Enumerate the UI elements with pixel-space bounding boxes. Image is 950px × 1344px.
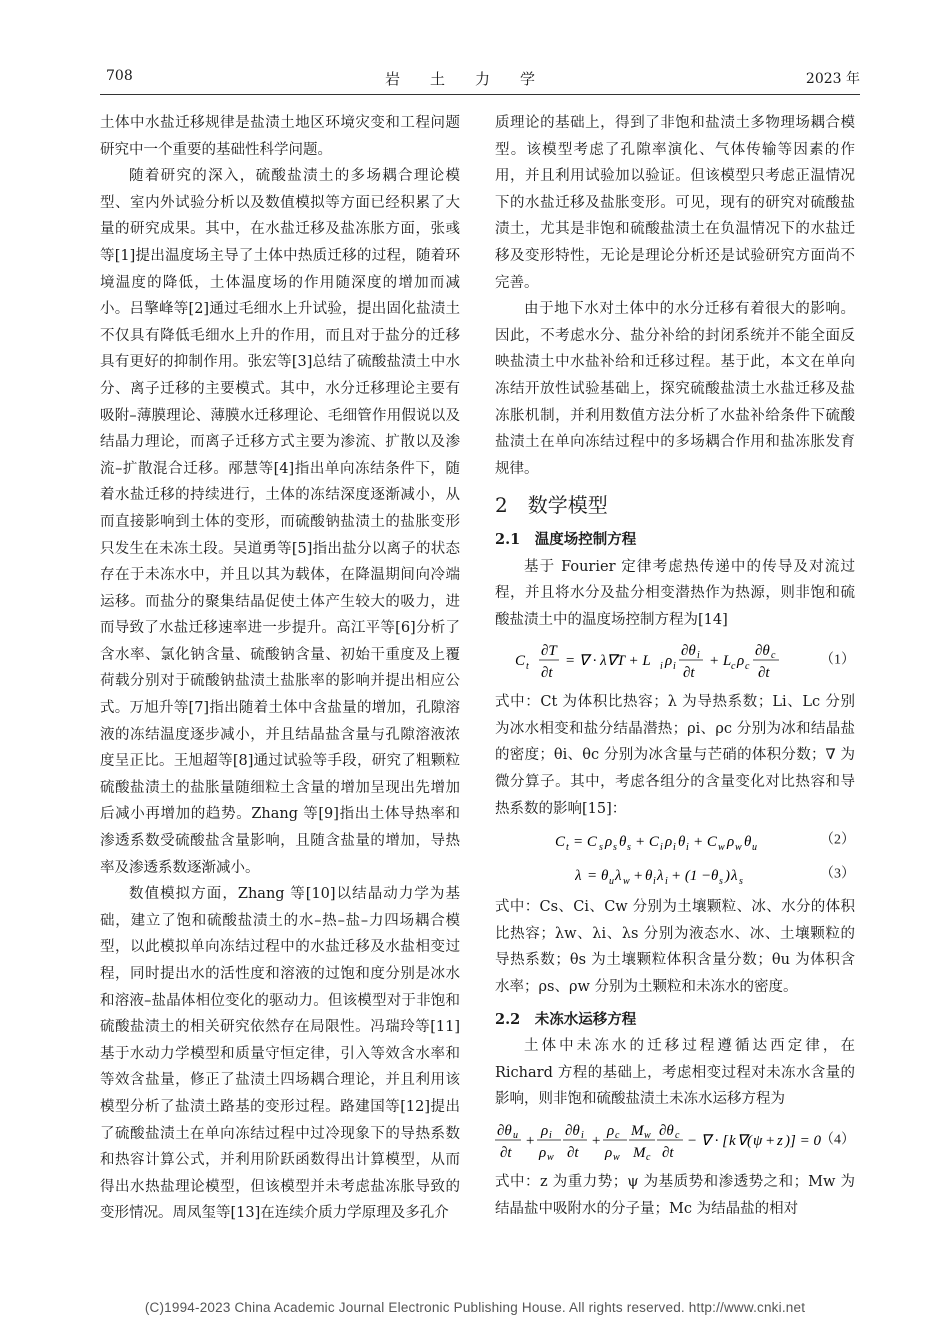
copyright-footer: (C)1994-2023 China Academic Journal Electronic Publishing House. All rights reserved. http://www.cnki.net bbox=[144, 1300, 806, 1315]
svg-text:i: i bbox=[686, 842, 689, 854]
svg-text:t: t bbox=[526, 661, 529, 673]
svg-text:i: i bbox=[660, 661, 663, 673]
svg-text:θ: θ bbox=[601, 868, 609, 885]
svg-text:∂θ: ∂θ bbox=[681, 643, 696, 660]
svg-text:∂t: ∂t bbox=[500, 1145, 512, 1161]
left-column bbox=[100, 110, 460, 1227]
svg-text:λ: λ bbox=[657, 868, 664, 885]
svg-text:u: u bbox=[513, 1130, 518, 1141]
svg-text:ρ: ρ bbox=[737, 653, 745, 670]
svg-text:+ L: + L bbox=[709, 653, 732, 670]
svg-text:ρ: ρ bbox=[665, 653, 673, 670]
svg-text:w: w bbox=[547, 1152, 554, 1163]
svg-text:∂θ: ∂θ bbox=[497, 1123, 512, 1139]
paragraph: 数值模拟方面，Zhang 等[10]以结晶动力学为基础，建立了饱和硫酸盐渍土的水–热–盐–力四场耦合模型，以此模拟单向冻结过程中的水盐迁移及水盐相变过程，同时提出水的活性度和溶液的过饱和度分别是冰水和溶液–盐晶体相位变化的驱动力。但该模型对于非饱和硫酸盐渍土的相关研究依然存在局限性。冯瑞玲等[11]基于水动力学模型和质量守恒定律，引入等效含水率和等效含盐量，修正了盐渍土四场耦合理论，并且利用该模型分析了盐渍土路基的变形过程。路建国等[12]提出了硫酸盐渍土在单向冻结过程中过冷现象下的导热系数和热容计算公式，并利用阶跃函数得出计算模型，从而得出水热盐理论模型，但该模型并未考虑盐冻胀导致的变形情况。周凤玺等[13]在连续介质力学原理及多孔介 bbox=[100, 886, 460, 1222]
svg-text:i: i bbox=[665, 876, 668, 888]
paragraph: 随着研究的深入，硫酸盐渍土的多场耦合理论模型、室内外试验分析以及数值模拟等方面已经积累了大量的研究成果。其中，在水盐迁移及盐冻胀方面，张彧等[1]提出温度场主导了土体中热质迁移的过程，随着环境温度的降低，土体温度场的作用随深度的增加而减小。吕擎峰等[2]通过毛细水上升试验，提出固化盐渍土不仅具有降低毛细水上升的作用，而且对于盐分的迁移具有更好的抑制作用。张宏等[3]总结了硫酸盐渍土中水分、离子迁移的主要模式。其中，水分迁移理论主要有吸附–薄膜理论、薄膜水迁移理论、毛细管作用假说以及结晶力理论，而离子迁移方式主要为渗流、扩散以及渗流–扩散混合迁移。邴慧等[4]指出单向冻结条件下，随着水盐迁移的持续进行，土体的冻结深度逐渐减小，从而直接影响到土体的变形，而硫酸钠盐渍土的盐胀变形只发生在未冻土段。吴道勇等[5]指出盐分以离子的状态存在于未冻水中，并且以其为载体，在降温期间向冷端运移。而盐分的聚集结晶促使土体产生较大的吸力，进而导致了水盐迁移速率进一步提升。高江平等[6]分析了含水率、氯化钠含量、硫酸钠含量、初始干重度及上覆荷载分别对于硫酸钠盐渍土盐胀率的影响并提出相应公式。万旭升等[7]指出随着土体中含盐量的增加，孔隙溶液的冻结温度逐步减小，并且结晶盐含量与孔隙溶液浓度呈正比。王旭超等[8]通过试验等手段，研究了粗颗粒硫酸盐渍土的盐胀量随细粒土含量的增加呈现出先增加后减小再增加的趋势。Zhang 等[9]指出土体导热率和渗透系数受硫酸盐含量影响，且随含盐量的增加，导热率及渗透系数逐渐减小。 bbox=[100, 168, 460, 876]
equation-number: （1） bbox=[820, 652, 855, 668]
equation-2 bbox=[495, 826, 855, 856]
paragraph: 土体中水盐迁移规律是盐渍土地区环境灾变和工程问题研究中一个重要的基础性科学问题。 bbox=[100, 115, 460, 158]
svg-text:∂t: ∂t bbox=[683, 665, 695, 682]
svg-text:w: w bbox=[735, 842, 742, 854]
svg-text:c: c bbox=[745, 661, 750, 673]
svg-text:∇(: ∇( bbox=[737, 1133, 753, 1149]
paragraph: 质理论的基础上，得到了非饱和盐渍土多物理场耦合模型。该模型考虑了孔隙率演化、气体传输等因素的作用，并且利用试验加以验证。但该模型只考虑正温情况下的水盐迁移及盐胀变形。可见，现有的研究对硫酸盐渍土，尤其是非饱和硫酸盐渍土在负温情况下的水盐迁移及变形特性，无论是理论分析还是试验研究方面尚不完善。 bbox=[495, 115, 855, 291]
svg-text:ψ: ψ bbox=[753, 1133, 763, 1149]
svg-text:ρ: ρ bbox=[665, 834, 673, 851]
svg-text:ρ: ρ bbox=[605, 834, 613, 851]
svg-text:i: i bbox=[697, 650, 700, 662]
equation-1-formula bbox=[515, 637, 815, 685]
svg-text:∂θ: ∂θ bbox=[755, 643, 770, 660]
svg-text:u: u bbox=[609, 876, 614, 888]
svg-text:s: s bbox=[739, 876, 743, 888]
svg-text:+: + bbox=[765, 1133, 776, 1149]
svg-text:∂t: ∂t bbox=[758, 665, 770, 682]
svg-text:+: + bbox=[633, 868, 644, 885]
svg-text:s: s bbox=[613, 842, 617, 854]
svg-text:ρ: ρ bbox=[541, 1123, 549, 1139]
paragraph: 基于 Fourier 定律考虑热传递中的传导及对流过程，并且将水分及盐分相变潜热作为热源，则非饱和硫酸盐渍土中的温度场控制方程为[14] bbox=[495, 558, 855, 628]
svg-text:∂t: ∂t bbox=[541, 665, 553, 682]
subsection-title: 2.1 温度场控制方程 bbox=[495, 530, 637, 548]
svg-text:i: i bbox=[653, 876, 656, 888]
svg-text:+ (1 −: + (1 − bbox=[671, 868, 712, 885]
svg-text:+: + bbox=[591, 1133, 602, 1149]
svg-text:w: w bbox=[623, 876, 630, 888]
equation-4-formula bbox=[495, 1117, 835, 1165]
svg-text:C: C bbox=[555, 834, 566, 851]
section-title: 2 数学模型 bbox=[495, 493, 608, 518]
equation-3-formula bbox=[575, 860, 815, 890]
svg-text:ρ: ρ bbox=[607, 1123, 615, 1139]
publication-year: 2023 年 bbox=[805, 71, 860, 87]
right-column bbox=[495, 110, 855, 1222]
svg-text:c: c bbox=[675, 1130, 680, 1141]
svg-text:w: w bbox=[613, 1152, 620, 1163]
paragraph: 式中：z 为重力势；ψ 为基质势和渗透势之和；Mw 为结晶盐中吸附水的分子量；Mc 为结晶盐的相对 bbox=[495, 1174, 855, 1217]
svg-text:w: w bbox=[718, 842, 725, 854]
paragraph: 由于地下水对土体中的水分迁移有着很大的影响。因此，不考虑水分、盐分补给的封闭系统并不能全面反映盐渍土中水盐补给和迁移过程。基于此，本文在单向冻结开放性试验基础上，探究硫酸盐渍土水盐迁移及盐冻胀机制，并利用数值方法分析了水盐补给条件下硫酸盐渍土在单向冻结过程中的多场耦合作用和盐冻胀发育规律。 bbox=[495, 301, 855, 477]
svg-text:+: + bbox=[525, 1133, 536, 1149]
equation-number: （3） bbox=[820, 866, 855, 882]
svg-text:c: c bbox=[731, 661, 736, 673]
svg-text:): ) bbox=[725, 868, 730, 885]
paragraph: 土体中未冻水的迁移过程遵循达西定律，在 Richard 方程的基础上，考虑相变过程对未冻水含量的影响，则非饱和硫酸盐渍土未冻水运移方程为 bbox=[495, 1038, 855, 1108]
svg-text:λ: λ bbox=[731, 868, 738, 885]
svg-text:= C: = C bbox=[573, 834, 597, 851]
paragraph: 式中：Cs、Ci、Cw 分别为土壤颗粒、冰、水分的体积比热容；λw、λi、λs 分别为液态水、冰、土壤颗粒的导热系数；θs 为土壤颗粒体积含量分数；θu 为体积含水率；ρs、ρw 分别为土颗粒和未冻水的密度。 bbox=[495, 899, 855, 996]
equation-3 bbox=[495, 860, 855, 890]
svg-text:+ C: + C bbox=[635, 834, 659, 851]
svg-text:z: z bbox=[777, 1133, 783, 1149]
svg-text:ρ: ρ bbox=[605, 1145, 613, 1161]
equation-1 bbox=[495, 637, 855, 685]
svg-text:M: M bbox=[631, 1123, 644, 1139]
equation-2-formula bbox=[555, 826, 815, 856]
svg-text:c: c bbox=[615, 1130, 620, 1141]
header-rule bbox=[100, 94, 860, 95]
svg-text:− ∇ · [: − ∇ · [ bbox=[687, 1133, 728, 1149]
equation-number: （2） bbox=[820, 832, 855, 848]
subsection-title: 2.2 未冻水运移方程 bbox=[495, 1010, 637, 1028]
svg-text:c: c bbox=[771, 650, 776, 662]
svg-text:i: i bbox=[660, 842, 663, 854]
svg-text:)] = 0: )] = 0 bbox=[785, 1133, 821, 1149]
svg-text:∂t: ∂t bbox=[567, 1145, 579, 1161]
svg-text:∂θ: ∂θ bbox=[565, 1123, 580, 1139]
svg-text:i: i bbox=[673, 661, 676, 673]
svg-text:= ∇ · λ∇T + L: = ∇ · λ∇T + L bbox=[565, 653, 651, 670]
equation-4 bbox=[495, 1117, 855, 1165]
svg-text:s: s bbox=[719, 876, 723, 888]
svg-text:θ: θ bbox=[744, 834, 752, 851]
svg-text:i: i bbox=[581, 1130, 584, 1141]
svg-text:∂θ: ∂θ bbox=[659, 1123, 674, 1139]
svg-text:C: C bbox=[515, 653, 526, 670]
svg-text:c: c bbox=[646, 1152, 651, 1163]
svg-text:i: i bbox=[673, 842, 676, 854]
journal-title: 岩土力学 bbox=[384, 70, 565, 88]
svg-text:θ: θ bbox=[619, 834, 627, 851]
svg-text:θ: θ bbox=[645, 868, 653, 885]
svg-text:=: = bbox=[587, 868, 598, 885]
svg-text:t: t bbox=[566, 842, 569, 854]
svg-text:θ: θ bbox=[711, 868, 719, 885]
svg-text:M: M bbox=[633, 1145, 646, 1161]
svg-text:λ: λ bbox=[615, 868, 622, 885]
svg-text:ρ: ρ bbox=[727, 834, 735, 851]
equation-number: （4） bbox=[820, 1132, 855, 1148]
paragraph: 式中：Ct 为体积比热容；λ 为导热系数；Li、Lc 分别为冰水相变和盐分结晶潜热；ρi、ρc 分别为冰和结晶盐的密度；θi、θc 分别为冰含量与芒硝的体积分数；∇ 为微分算子。其中，考虑各组分的含量变化对比热容和导热系数的影响[15]： bbox=[495, 694, 855, 817]
svg-text:θ: θ bbox=[678, 834, 686, 851]
svg-text:∂T: ∂T bbox=[541, 643, 557, 660]
svg-text:s: s bbox=[627, 842, 631, 854]
svg-text:s: s bbox=[599, 842, 603, 854]
svg-text:∂t: ∂t bbox=[662, 1145, 674, 1161]
svg-text:+ C: + C bbox=[693, 834, 717, 851]
svg-text:k: k bbox=[729, 1133, 736, 1149]
svg-text:ρ: ρ bbox=[539, 1145, 547, 1161]
svg-text:w: w bbox=[644, 1130, 651, 1141]
page-number: 708 bbox=[106, 68, 133, 84]
svg-text:i: i bbox=[549, 1130, 552, 1141]
svg-text:λ: λ bbox=[575, 868, 582, 885]
svg-text:u: u bbox=[752, 842, 757, 854]
